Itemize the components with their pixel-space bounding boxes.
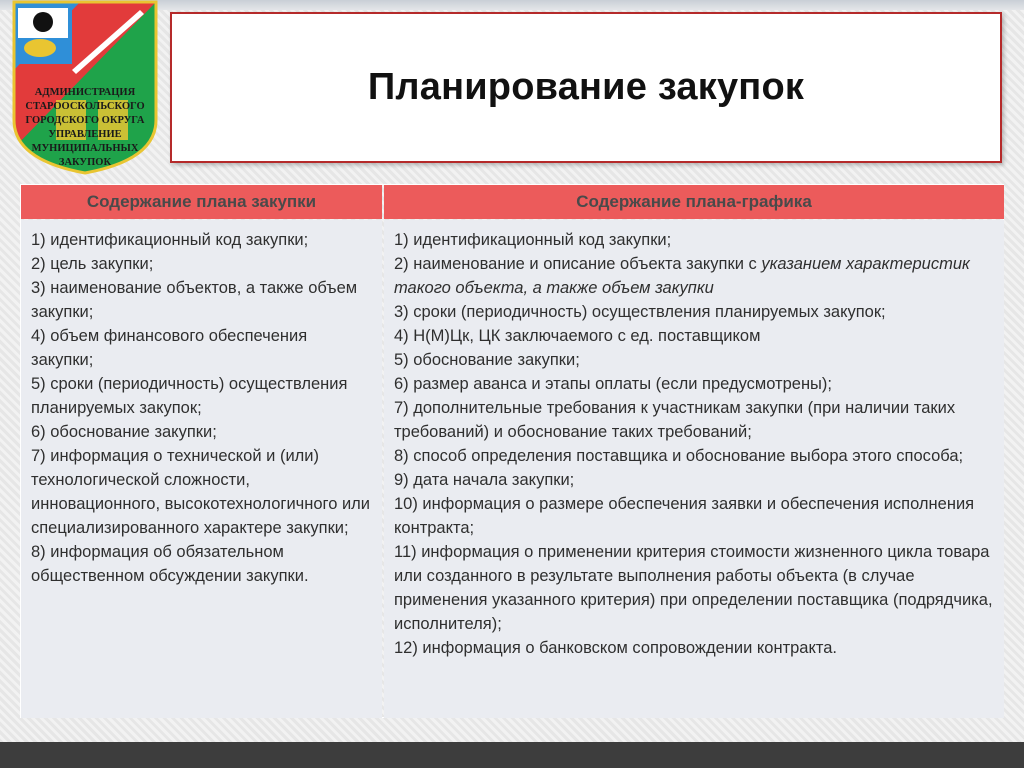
list-item: 5) обоснование закупки; <box>394 351 580 369</box>
list-item: 12) информация о банковском сопровождении контракта. <box>394 639 838 657</box>
list-item: 4) Н(М)Цк, ЦК заключаемого с ед. поставщиком <box>394 327 761 345</box>
list-item: 3) наименование объектов, а также объем закупки; <box>31 279 358 321</box>
schedule-contents-cell <box>384 220 1004 718</box>
list-item: 1) идентификационный код закупки; <box>31 231 309 249</box>
list-item: 2) наименование и описание объекта закупки с указанием характеристик такого объекта, а также объем закупки <box>394 255 970 297</box>
list-item: 2) цель закупки; <box>31 255 154 273</box>
list-item: 3) сроки (периодичность) осуществления планируемых закупок; <box>394 303 886 321</box>
list-item: 7) информация о технической и (или) технологической сложности, инновационного, высокотехнологичного или специализированного характере закупки; <box>31 447 371 537</box>
plan-contents-cell <box>21 220 382 718</box>
list-item: 1) идентификационный код закупки; <box>394 231 672 249</box>
list-item: 9) дата начала закупки; <box>394 471 575 489</box>
list-item: 11) информация о применении критерия стоимости жизненного цикла товара или созданного в результате выполнения работы объекта (в случае применения указанного критерия) при определении поставщика (подрядчика, исполнителя); <box>394 543 993 633</box>
title-box <box>170 12 1002 163</box>
emblem-caption: АДМИНИСТРАЦИЯ СТАРООСКОЛЬСКОГО ГОРОДСКОГО ОКРУГА УПРАВЛЕНИЕ МУНИЦИПАЛЬНЫХ ЗАКУПОК <box>25 87 145 168</box>
list-item: 6) обоснование закупки; <box>31 423 217 441</box>
italic-emphasis: указанием характеристик такого объекта, а также объем закупки <box>394 255 970 297</box>
list-item: 5) сроки (периодичность) осуществления планируемых закупок; <box>31 375 348 417</box>
list-item: 10) информация о размере обеспечения заявки и обеспечения исполнения контракта; <box>394 495 975 537</box>
page-title: Планирование закупок <box>367 66 805 108</box>
column-header-schedule: Содержание плана-графика <box>384 185 1004 219</box>
list-item: 7) дополнительные требования к участникам закупки (при наличии таких требований) и обоснование таких требований; <box>394 399 956 441</box>
list-item: 8) информация об обязательном общественном обсуждении закупки. <box>31 543 309 585</box>
list-item: 6) размер аванса и этапы оплаты (если предусмотрены); <box>394 375 832 393</box>
bottom-bar <box>0 742 1024 768</box>
list-item: 8) способ определения поставщика и обоснование выбора этого способа; <box>394 447 964 465</box>
column-header-plan: Содержание плана закупки <box>21 185 382 219</box>
list-item: 4) объем финансового обеспечения закупки; <box>31 327 308 369</box>
comparison-table <box>20 184 1004 718</box>
